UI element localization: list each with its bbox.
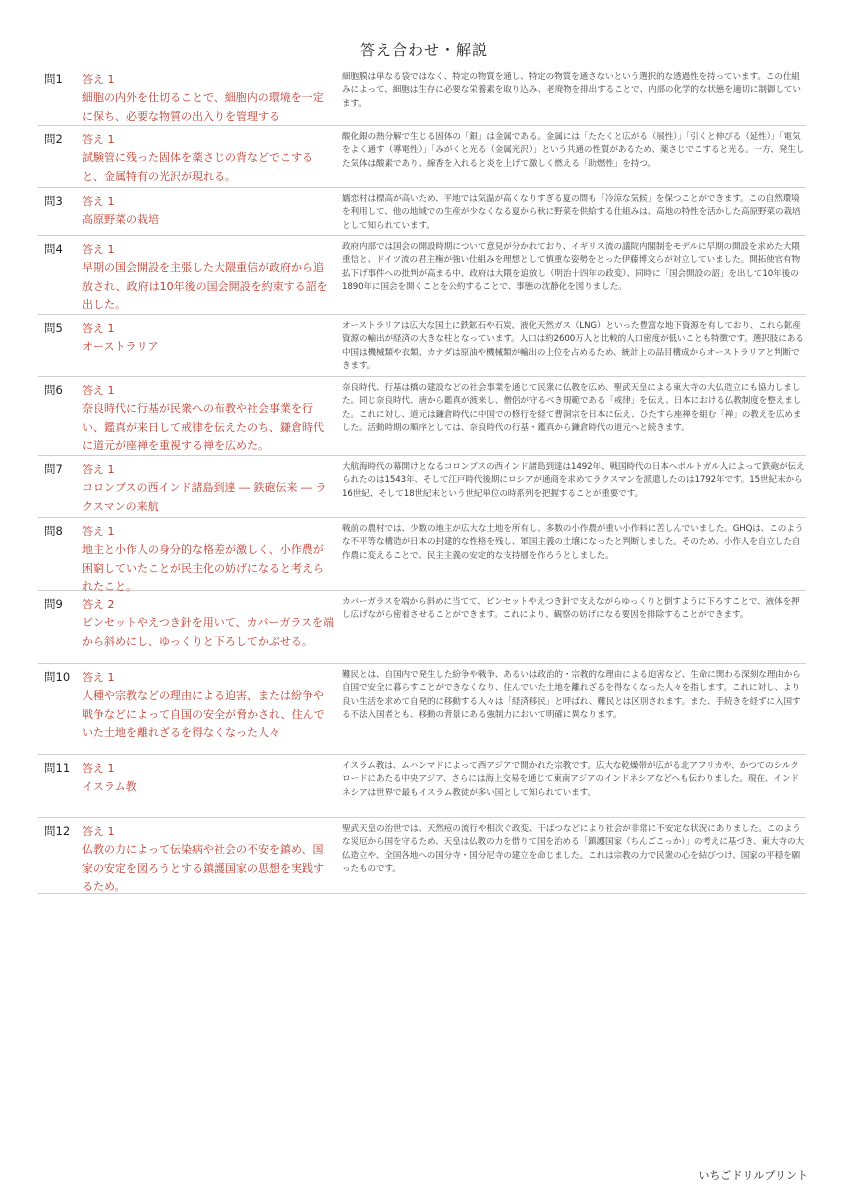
question-number: 問5 bbox=[44, 321, 63, 335]
answer-label: 答え 1 bbox=[82, 463, 115, 476]
explanation-text: カバーガラスを端から斜めに当てて、ピンセットやえつき針で支えながらゆっくりと倒すように下ろすことで、液体を押し広げながら密着させることができます。これにより、観察の妨げになる要因を排除することができます。 bbox=[342, 597, 800, 621]
question-number: 問11 bbox=[44, 761, 71, 775]
answer-cell bbox=[78, 188, 334, 235]
answer-text: イスラム教 bbox=[82, 780, 137, 794]
answer-text: 地主と小作人の身分的な格差が激しく、小作農が困窮していたことが民主化の妨げになると考えられたこと。 bbox=[82, 543, 324, 594]
question-number: 問12 bbox=[44, 824, 71, 838]
answer-label: 答え 1 bbox=[82, 762, 115, 775]
question-number: 問6 bbox=[44, 383, 63, 397]
question-number: 問4 bbox=[44, 242, 63, 256]
answer-row bbox=[38, 755, 806, 818]
answer-cell bbox=[78, 755, 334, 817]
question-number: 問1 bbox=[44, 72, 63, 86]
answer-row bbox=[38, 664, 806, 755]
answer-cell bbox=[78, 236, 334, 314]
answer-row bbox=[38, 66, 806, 126]
answer-text: コロンブスの西インド諸島到達 ― 鉄砲伝来 ― ラクスマンの来航 bbox=[82, 481, 327, 513]
answer-cell bbox=[78, 66, 334, 125]
explanation-text: 難民とは、自国内で発生した紛争や戦争、あるいは政治的・宗教的な理由による迫害など、生命に関わる深刻な理由から自国で安全に暮らすことができなくなり、住んでいた土地を離れざるを得なくなった人々を指します。これに対し、より良い生活を求めて自発的に移動する人々は「経済移民」と呼ばれ、難民とは区別されます。また、手続きを経ずに入国する不法入国者とも、移動の背景にある強制力において明確に異なります。 bbox=[342, 670, 801, 721]
answer-cell bbox=[78, 518, 334, 594]
answer-text: 高原野菜の栽培 bbox=[82, 213, 159, 227]
answer-row bbox=[38, 377, 806, 456]
answer-text: ピンセットやえつき針を用いて、カバーガラスを端から斜めにし、ゆっくりと下ろしてかぶせる。 bbox=[82, 616, 335, 648]
explanation-text: 戦前の農村では、少数の地主が広大な土地を所有し、多数の小作農が重い小作料に苦しんでいました。GHQは、このような不平等な構造が日本の封建的な性格を残し、軍国主義の土壌になったと判断しました。そのため、小作人を自立した自作農に変えることで、民主主義の安定的な支持層を作ろうとしました。 bbox=[342, 524, 804, 561]
answer-label: 答え 1 bbox=[82, 322, 115, 335]
explanation-text: 政府内部では国会の開設時期について意見が分かれており、イギリス流の議院内閣制をモデルに早期の開設を求めた大隈重信と、ドイツ流の君主権が強い仕組みを理想として慎重な姿勢をとった伊藤博文らが対立していました。開拓使官有物払下げ事件への批判が高まる中、政府は大隈を追放し（明治十四年の政変）、同時に「国会開設の詔」を出して10年後の1890年に国会を開くことを公約することで、事態の沈静化を図りました。 bbox=[342, 242, 801, 293]
question-number: 問9 bbox=[44, 597, 63, 611]
answer-row bbox=[38, 456, 806, 518]
answer-text: 試験管に残った固体を薬さじの背などでこすると、金属特有の光沢が現れる。 bbox=[82, 151, 313, 183]
answer-row bbox=[38, 315, 806, 377]
answer-row bbox=[38, 518, 806, 594]
answer-row bbox=[38, 591, 806, 664]
explanation-text: 酸化銀の熱分解で生じる固体の「銀」は金属である。金属には「たたくと広がる（展性）」「引くと伸びる（延性）」「電気をよく通す（導電性）」「みがくと光る（金属光沢）」という共通の性質があるため、薬さじでこすると光る。一方、発生した気体は酸素であり、線香を入れると炎を上げて激しく燃える「助燃性」を持つ。 bbox=[342, 132, 805, 169]
answer-label: 答え 1 bbox=[82, 195, 115, 208]
explanation-text: 奈良時代、行基は橋の建設などの社会事業を通じて民衆に仏教を広め、聖武天皇による東大寺の大仏造立にも協力しました。同じ奈良時代、唐から鑑真が渡来し、僧侶が守るべき規範である「戒律」を伝え、日本における仏教制度を整えました。これに対し、道元は鎌倉時代に中国での修行を経て曹洞宗を日本に伝え、ひたすら座禅を組む「禅」の教えを広めました。活動時期の順序としては、奈良時代の行基・鑑真から鎌倉時代の道元へと続きます。 bbox=[342, 383, 802, 434]
answer-label: 答え 1 bbox=[82, 825, 115, 838]
answer-label: 答え 1 bbox=[82, 73, 115, 86]
answer-cell bbox=[78, 664, 334, 754]
question-number: 問10 bbox=[44, 670, 71, 684]
explanation-text: オーストラリアは広大な国土に鉄鉱石や石炭、液化天然ガス（LNG）といった豊富な地下資源を有しており、これら鉱産資源の輸出が経済の大きな柱となっています。人口は約2600万人と比較的人口密度が低いことも特徴です。選択肢にある中国は機械類や衣類、カナダは原油や機械類が輸出の上位を占めるため、統計上の品目構成からオーストラリアと判断できます。 bbox=[342, 321, 804, 372]
answer-label: 答え 2 bbox=[82, 598, 115, 611]
answer-row bbox=[38, 126, 806, 188]
explanation-text: 聖武天皇の治世では、天然痘の流行や相次ぐ政変、干ばつなどにより社会が非常に不安定な状況にありました。このような災厄から国を守るため、天皇は仏教の力を借りて国を治める「鎮護国家（ちんごこっか）」の考えに基づき、東大寺の大仏造立や、全国各地への国分寺・国分尼寺の建立を命じました。これは宗教の力で民衆の心を結びつけ、国家の平穏を願ったものです。 bbox=[342, 824, 804, 875]
explanation-text: 細胞膜は単なる袋ではなく、特定の物質を通し、特定の物質を通さないという選択的な透過性を持っています。この仕組みによって、細胞は生存に必要な栄養素を取り込み、老廃物を排出することで、内部の化学的な状態を適切に制御しています。 bbox=[342, 72, 801, 109]
explanation-text: イスラム教は、ムハンマドによって西アジアで開かれた宗教です。広大な乾燥帯が広がる北アフリカや、かつてのシルクロードにあたる中央アジア、さらには海上交易を通じて東南アジアのインドネシアなどへも伝わりました。現在、インドネシアは世界で最もイスラム教徒が多い国として知られています。 bbox=[342, 761, 799, 798]
explanation-text: 大航海時代の幕開けとなるコロンブスの西インド諸島到達は1492年、戦国時代の日本へポルトガル人によって鉄砲が伝えられたのは1543年、そして江戸時代後期にロシアが通商を求めてラクスマンを派遣したのは1792年です。15世紀末から16世紀、そして18世紀末という世紀単位の時系列を把握することが重要です。 bbox=[342, 462, 805, 499]
answer-text: 人種や宗教などの理由による迫害、または紛争や戦争などによって自国の安全が脅かされ、住んでいた土地を離れざるを得なくなった人々 bbox=[82, 689, 325, 740]
answer-label: 答え 1 bbox=[82, 133, 115, 146]
answer-label: 答え 1 bbox=[82, 384, 115, 397]
answer-text: オーストラリア bbox=[82, 340, 159, 354]
answer-text: 仏教の力によって伝染病や社会の不安を鎮め、国家の安定を図ろうとする鎮護国家の思想を実践するため。 bbox=[82, 843, 324, 894]
page-title: 答え合わせ・解説 bbox=[359, 41, 488, 59]
question-number: 問8 bbox=[44, 524, 63, 538]
question-number: 問3 bbox=[44, 194, 63, 208]
answer-row bbox=[38, 236, 806, 315]
answer-cell bbox=[78, 315, 334, 376]
answer-cell bbox=[78, 818, 334, 893]
answer-text: 奈良時代に行基が民衆への布教や社会事業を行い、鑑真が来日して戒律を伝えたのち、鎌倉時代に道元が座禅を重視する禅を広めた。 bbox=[82, 402, 324, 453]
answer-label: 答え 1 bbox=[82, 525, 115, 538]
answer-cell bbox=[78, 456, 334, 517]
answer-row bbox=[38, 188, 806, 236]
answer-label: 答え 1 bbox=[82, 243, 115, 256]
question-number: 問2 bbox=[44, 132, 63, 146]
answer-row bbox=[38, 818, 806, 894]
answer-cell bbox=[78, 591, 334, 663]
answer-text: 細胞の内外を仕切ることで、細胞内の環境を一定に保ち、必要な物質の出入りを管理する bbox=[82, 91, 324, 123]
answer-table bbox=[38, 66, 806, 894]
answer-label: 答え 1 bbox=[82, 671, 115, 684]
answer-text: 早期の国会開設を主張した大隈重信が政府から追放され、政府は10年後の国会開設を約束する詔を出した。 bbox=[82, 261, 328, 312]
question-number: 問7 bbox=[44, 462, 63, 476]
footer-brand: いちごドリルプリント bbox=[698, 1169, 808, 1182]
answer-cell bbox=[78, 377, 334, 455]
answer-cell bbox=[78, 126, 334, 187]
explanation-text: 嬬恋村は標高が高いため、平地では気温が高くなりすぎる夏の間も「冷涼な気候」を保つことができます。この自然環境を利用して、他の地域での生産が少なくなる夏から秋に野菜を供給する仕組みは、高地の特性を活かした高原野菜の栽培として知られています。 bbox=[342, 194, 801, 231]
